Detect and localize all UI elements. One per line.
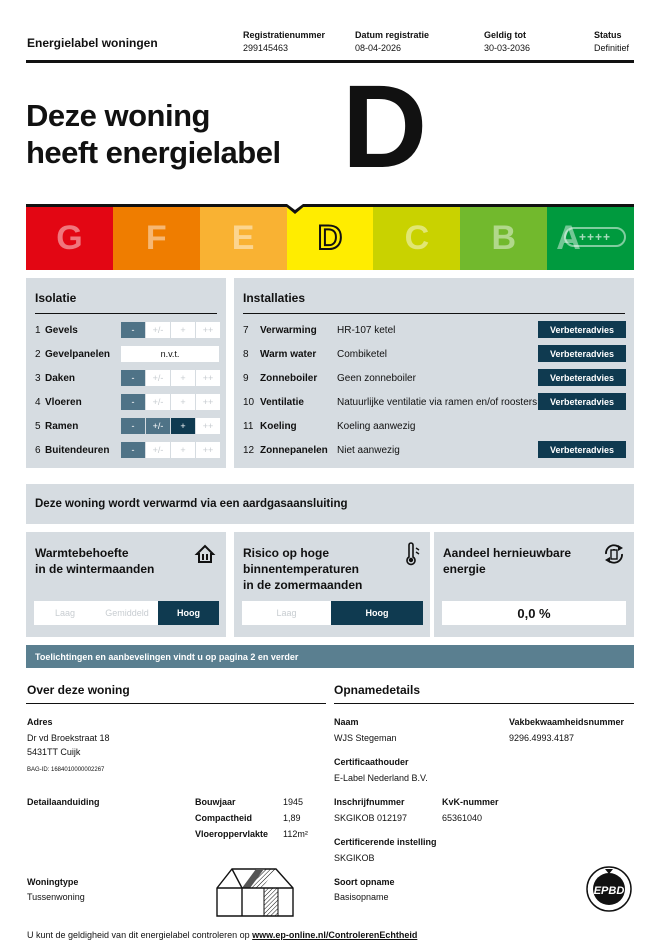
warmte-option-laag: Laag (54, 608, 76, 618)
rating-cell: - (121, 370, 145, 386)
isolatie-row (35, 394, 82, 410)
hernieuwbaar-title-line2: energie (443, 562, 486, 576)
risico-title (243, 545, 362, 593)
row-number: 9 (243, 372, 249, 384)
risico-title-line3: in de zomermaanden (243, 578, 363, 592)
scale-segment-a (547, 204, 634, 270)
scale-letter-g: G (56, 218, 83, 257)
certificaathouder-label: Certificaathouder (334, 757, 409, 767)
over-woning-title: Over deze woning (27, 683, 130, 697)
risico-title-line2: binnentemperaturen (243, 562, 360, 576)
row-label: Zonneboiler (260, 372, 318, 384)
house-heat-icon (195, 544, 215, 564)
footer-text (27, 930, 417, 940)
soort-opname-value: Basisopname (334, 892, 389, 902)
warmtebehoefte-panel (26, 532, 226, 637)
scale-segment-c (373, 204, 460, 270)
epbd-logo-text: EPBD (593, 885, 625, 897)
rating-cell: + (171, 370, 195, 386)
status-value: Definitief (594, 43, 630, 53)
naam-value: WJS Stegeman (334, 733, 397, 743)
installatie-row (243, 370, 416, 386)
isolatie-rating (121, 346, 219, 362)
rating-cell: ++ (196, 442, 220, 458)
verbeteradvies-button[interactable]: Verbeteradvies (538, 321, 626, 338)
installatie-row (243, 418, 415, 434)
isolatie-row (35, 442, 109, 458)
over-woning-divider (26, 703, 326, 704)
warmte-option-gemiddeld: Gemiddeld (105, 608, 149, 618)
rating-cell: ++ (196, 394, 220, 410)
row-number: 5 (35, 420, 41, 432)
row-number: 2 (35, 348, 41, 360)
row-value: Natuurlijke ventilatie via ramen en/of roosters (337, 396, 538, 408)
row-label: Daken (45, 372, 76, 384)
row-number: 7 (243, 324, 249, 336)
scale-letter-f: F (145, 218, 167, 257)
scale-segment-g (26, 204, 113, 270)
headline-line2: heeft energielabel (26, 135, 281, 170)
rating-cell: +/- (146, 418, 170, 434)
detailaanduiding-label: Detailaanduiding (27, 797, 100, 807)
isolatie-row (35, 370, 75, 386)
row-number: 8 (243, 348, 249, 360)
risico-option-laag: Laag (276, 608, 297, 618)
heating-text: Deze woning wordt verwarmd via een aardgasaansluiting (35, 498, 348, 510)
rating-cell: - (121, 418, 145, 434)
scale-letter-d: D (317, 218, 343, 257)
row-value: Geen zonneboiler (337, 372, 416, 384)
thermometer-icon (402, 542, 422, 566)
adres-label: Adres (27, 717, 53, 727)
compactheid-label: Compactheid (195, 813, 253, 823)
vakbekwaamheid-label: Vakbekwaamheidsnummer (509, 717, 625, 727)
warmtebehoefte-title-line2: in de wintermaanden (35, 562, 155, 576)
compactheid-value: 1,89 (283, 813, 301, 823)
bouwjaar-value: 1945 (283, 797, 304, 807)
risico-scale (242, 601, 423, 625)
datum-registratie-label: Datum registratie (355, 30, 430, 40)
inschrijfnummer-value: SKGIKOB 012197 (334, 813, 408, 823)
rating-cell: +/- (146, 322, 170, 338)
verify-link[interactable]: www.ep-online.nl/ControlerenEchtheid (252, 930, 418, 940)
hernieuwbaar-panel (434, 532, 634, 637)
row-value: Niet aanwezig (337, 444, 400, 456)
warmte-option-hoog: Hoog (158, 601, 219, 625)
inschrijfnummer-label: Inschrijfnummer (334, 797, 405, 807)
installatie-row (243, 322, 395, 338)
installatie-row (243, 346, 387, 362)
isolatie-panel (26, 278, 226, 468)
isolatie-row (35, 346, 110, 362)
rating-cell: + (171, 322, 195, 338)
certificerende-instelling-label: Certificerende instelling (334, 837, 437, 847)
epbd-logo-icon (585, 865, 633, 913)
isolatie-divider (35, 313, 217, 314)
energy-label-letter: D (342, 61, 424, 193)
rating-cell: + (171, 442, 195, 458)
tussenwoning-house-icon (214, 866, 296, 918)
warmtebehoefte-scale (34, 601, 219, 625)
adres-line2: 5431TT Cuijk (27, 747, 81, 757)
heating-panel (26, 484, 634, 524)
scale-letter-b: B (491, 218, 516, 257)
installaties-title: Installaties (243, 291, 306, 305)
certificaathouder-value: E-Label Nederland B.V. (334, 773, 428, 783)
verbeteradvies-button[interactable]: Verbeteradvies (538, 441, 626, 458)
row-label: Vloeren (45, 396, 82, 408)
risico-panel (234, 532, 430, 637)
verbeteradvies-button[interactable]: Verbeteradvies (538, 393, 626, 410)
opname-divider (334, 703, 634, 704)
rating-cell: ++ (196, 322, 220, 338)
scale-top-border (26, 204, 634, 207)
installaties-panel (234, 278, 634, 468)
row-value: Combiketel (337, 348, 388, 360)
geldig-tot-value: 30-03-2036 (484, 43, 531, 53)
row-label: Gevelpanelen (45, 348, 111, 360)
isolatie-title: Isolatie (35, 291, 77, 305)
row-number: 10 (243, 396, 255, 408)
adres-line1: Dr vd Broekstraat 18 (27, 733, 110, 743)
document-title: Energielabel woningen (27, 36, 158, 50)
rating-cell: + (171, 418, 195, 434)
scale-segment-f (113, 204, 200, 270)
row-label: Koeling (260, 420, 297, 432)
row-number: 3 (35, 372, 41, 384)
isolatie-rating (121, 394, 221, 410)
headline-line1: Deze woning (26, 98, 210, 133)
hernieuwbaar-title-line1: Aandeel hernieuwbare (443, 546, 572, 560)
scale-letter-a: A (556, 218, 581, 257)
isolatie-rating (121, 370, 221, 386)
installatie-row (243, 394, 537, 410)
scale-letter-c: C (404, 218, 430, 257)
rating-cell: - (121, 394, 145, 410)
row-label: Buitendeuren (45, 444, 110, 456)
rating-cell: - (121, 322, 145, 338)
scale-segment-e (200, 204, 287, 270)
rating-cell: ++ (196, 370, 220, 386)
installatie-row (243, 442, 400, 458)
row-label: Ramen (45, 420, 79, 432)
row-label: Verwarming (260, 324, 317, 336)
row-label: Gevels (45, 324, 78, 336)
rating-cell: +/- (146, 370, 170, 386)
rating-cell: +/- (146, 442, 170, 458)
row-number: 1 (35, 324, 41, 336)
row-label: Ventilatie (260, 396, 304, 408)
footer-prefix: U kunt de geldigheid van dit energielabel controleren op (27, 930, 253, 940)
kvk-value: 65361040 (442, 813, 483, 823)
registratienummer-label: Registratienummer (243, 30, 326, 40)
isolatie-rating (121, 322, 221, 338)
datum-registratie-value: 08-04-2026 (355, 43, 402, 53)
row-number: 6 (35, 444, 41, 456)
row-number: 12 (243, 444, 255, 456)
info-banner: Toelichtingen en aanbevelingen vindt u op pagina 2 en verder (26, 645, 634, 668)
isolatie-row (35, 418, 78, 434)
isolatie-rating (121, 442, 221, 458)
warmtebehoefte-title (35, 545, 154, 577)
bouwjaar-label: Bouwjaar (195, 797, 236, 807)
warmtebehoefte-title-line1: Warmtebehoefte (35, 546, 129, 560)
rating-cell: - (121, 442, 145, 458)
opname-title: Opnamedetails (334, 683, 421, 697)
row-value: Koeling aanwezig (337, 420, 416, 432)
scale-letter-e: E (231, 218, 255, 257)
header-divider (26, 60, 634, 63)
status-label: Status (594, 30, 622, 40)
woningtype-label: Woningtype (27, 877, 79, 887)
certificerende-instelling-value: SKGIKOB (334, 853, 375, 863)
woningtype-value: Tussenwoning (27, 892, 85, 902)
rating-cell: + (171, 394, 195, 410)
isolatie-rating (121, 418, 221, 434)
recycle-battery-icon (602, 542, 626, 566)
geldig-tot-label: Geldig tot (484, 30, 526, 40)
soort-opname-label: Soort opname (334, 877, 395, 887)
row-number: 11 (243, 420, 254, 432)
verbeteradvies-button[interactable]: Verbeteradvies (538, 369, 626, 386)
headline (26, 97, 281, 171)
isolatie-row (35, 322, 78, 338)
rating-cell: ++ (196, 418, 220, 434)
vloeroppervlakte-label: Vloeroppervlakte (195, 829, 269, 839)
registratienummer-value: 299145463 (243, 43, 289, 53)
kvk-label: KvK-nummer (442, 797, 499, 807)
scale-segment-b (460, 204, 547, 270)
verbeteradvies-button[interactable]: Verbeteradvies (538, 345, 626, 362)
rating-cell: +/- (146, 394, 170, 410)
row-label: Warm water (260, 348, 317, 360)
installaties-divider (243, 313, 625, 314)
risico-title-line1: Risico op hoge (243, 546, 330, 560)
energy-label-scale (26, 204, 634, 270)
hernieuwbaar-title (443, 545, 571, 577)
row-label: Zonnepanelen (260, 444, 328, 456)
rating-text: n.v.t. (121, 346, 219, 362)
vakbekwaamheid-value: 9296.4993.4187 (509, 733, 575, 743)
a-plus-badge: ++++ (564, 227, 626, 247)
row-number: 4 (35, 396, 41, 408)
risico-option-hoog: Hoog (331, 601, 423, 625)
row-value: HR-107 ketel (337, 324, 396, 336)
hernieuwbaar-value: 0,0 % (442, 601, 626, 625)
bag-id: BAG-ID: 1684010000002267 (27, 767, 105, 773)
vloeroppervlakte-value: 112m² (283, 829, 308, 839)
selected-pointer-icon (283, 204, 307, 216)
naam-label: Naam (334, 717, 359, 727)
